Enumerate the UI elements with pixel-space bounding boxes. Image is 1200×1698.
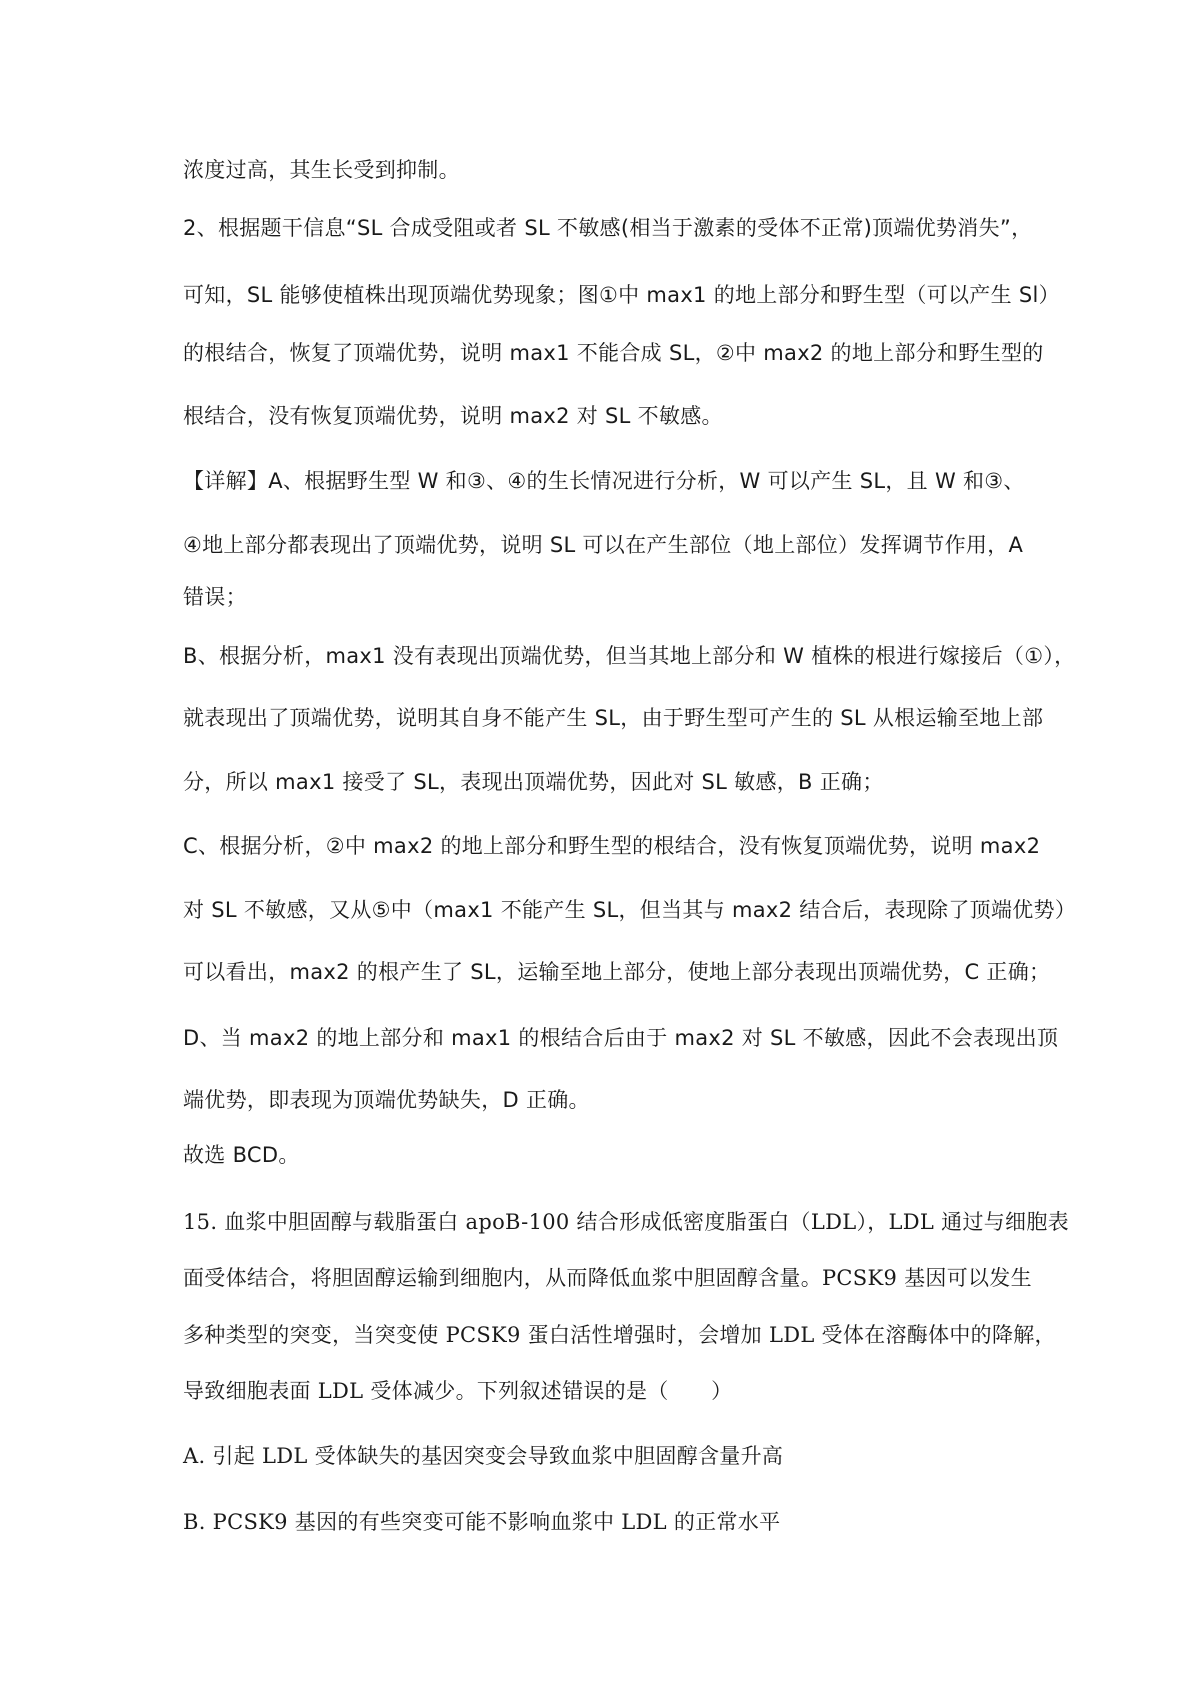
question-stem-line: 面受体结合，将胆固醇运输到细胞内，从而降低血浆中胆固醇含量。PCSK9 基因可以发生: [183, 1266, 1032, 1290]
paragraph-line: 错误；: [183, 585, 247, 609]
question-stem-line: 15. 血浆中胆固醇与载脂蛋白 apoB-100 结合形成低密度脂蛋白（LDL），LDL 通过与细胞表: [183, 1210, 1069, 1234]
option-b: B. PCSK9 基因的有些突变可能不影响血浆中 LDL 的正常水平: [183, 1510, 781, 1534]
paragraph-line: 2、根据题干信息“SL 合成受阻或者 SL 不敏感(相当于激素的受体不正常)顶端优势消失”，: [183, 216, 1033, 240]
paragraph-line: B、根据分析，max1 没有表现出顶端优势，但当其地上部分和 W 植株的根进行嫁接后（①），: [183, 644, 1076, 668]
paragraph-line: ④地上部分都表现出了顶端优势，说明 SL 可以在产生部位（地上部位）发挥调节作用，A: [183, 533, 1024, 557]
paragraph-line: 根结合，没有恢复顶端优势，说明 max2 对 SL 不敏感。: [183, 404, 723, 428]
paragraph-line: 浓度过高，其生长受到抑制。: [183, 158, 460, 182]
paragraph-line: 就表现出了顶端优势，说明其自身不能产生 SL，由于野生型可产生的 SL 从根运输至地上部: [183, 706, 1044, 730]
answer-line: 故选 BCD。: [183, 1143, 300, 1167]
paragraph-line: 端优势，即表现为顶端优势缺失，D 正确。: [183, 1088, 590, 1112]
paragraph-line: D、当 max2 的地上部分和 max1 的根结合后由于 max2 对 SL 不敏感，因此不会表现出顶: [183, 1026, 1059, 1050]
paragraph-line: C、根据分析，②中 max2 的地上部分和野生型的根结合，没有恢复顶端优势，说明 max2: [183, 834, 1041, 858]
question-stem-line: 导致细胞表面 LDL 受体减少。下列叙述错误的是（ ）: [183, 1379, 733, 1403]
paragraph-line: 的根结合，恢复了顶端优势，说明 max1 不能合成 SL，②中 max2 的地上部分和野生型的: [183, 341, 1044, 365]
question-stem-line: 多种类型的突变，当突变使 PCSK9 蛋白活性增强时，会增加 LDL 受体在溶酶体中的降解，: [183, 1323, 1056, 1347]
paragraph-line: 分，所以 max1 接受了 SL，表现出顶端优势，因此对 SL 敏感，B 正确；: [183, 770, 884, 794]
paragraph-line: 对 SL 不敏感，又从⑤中（max1 不能产生 SL，但当其与 max2 结合后，表现除了顶端优势）: [183, 898, 1077, 922]
paragraph-line: 可知，SL 能够使植株出现顶端优势现象；图①中 max1 的地上部分和野生型（可以产生 Sl）: [183, 283, 1060, 307]
paragraph-line: 可以看出，max2 的根产生了 SL，运输至地上部分，使地上部分表现出顶端优势，C 正确；: [183, 960, 1051, 984]
paragraph-line: 【详解】A、根据野生型 W 和③、④的生长情况进行分析，W 可以产生 SL，且 W 和③、: [183, 469, 1025, 493]
option-a: A. 引起 LDL 受体缺失的基因突变会导致血浆中胆固醇含量升高: [183, 1444, 784, 1468]
